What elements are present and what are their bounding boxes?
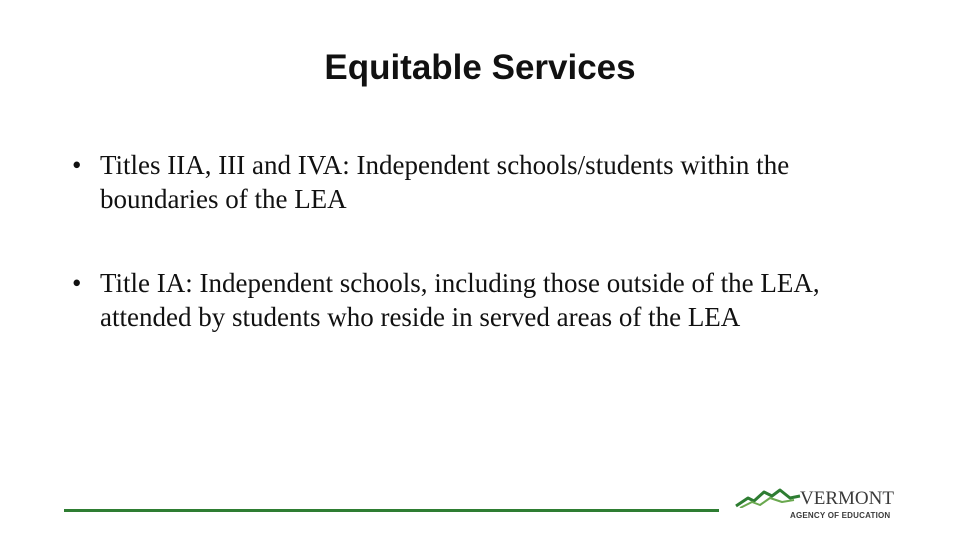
slide-title: Equitable Services xyxy=(324,48,636,87)
bullet-list xyxy=(72,148,892,334)
bullet-text: Title IA: Independent schools, including those outside of the LEA, attended by students who reside in served areas of the LEA xyxy=(100,268,820,332)
bullet-item xyxy=(72,148,892,216)
logo-name: VERMONT xyxy=(800,488,894,509)
bullet-marker: • xyxy=(72,268,82,298)
vermont-agency-logo xyxy=(734,486,906,522)
bullet-item xyxy=(72,266,892,334)
footer-divider xyxy=(64,509,719,512)
logo-subtitle: AGENCY OF EDUCATION xyxy=(790,511,891,520)
mountain-icon xyxy=(734,486,804,508)
bullet-marker: • xyxy=(72,150,82,180)
bullet-text: Titles IIA, III and IVA: Independent schools/students within the boundaries of the LEA xyxy=(100,150,790,214)
